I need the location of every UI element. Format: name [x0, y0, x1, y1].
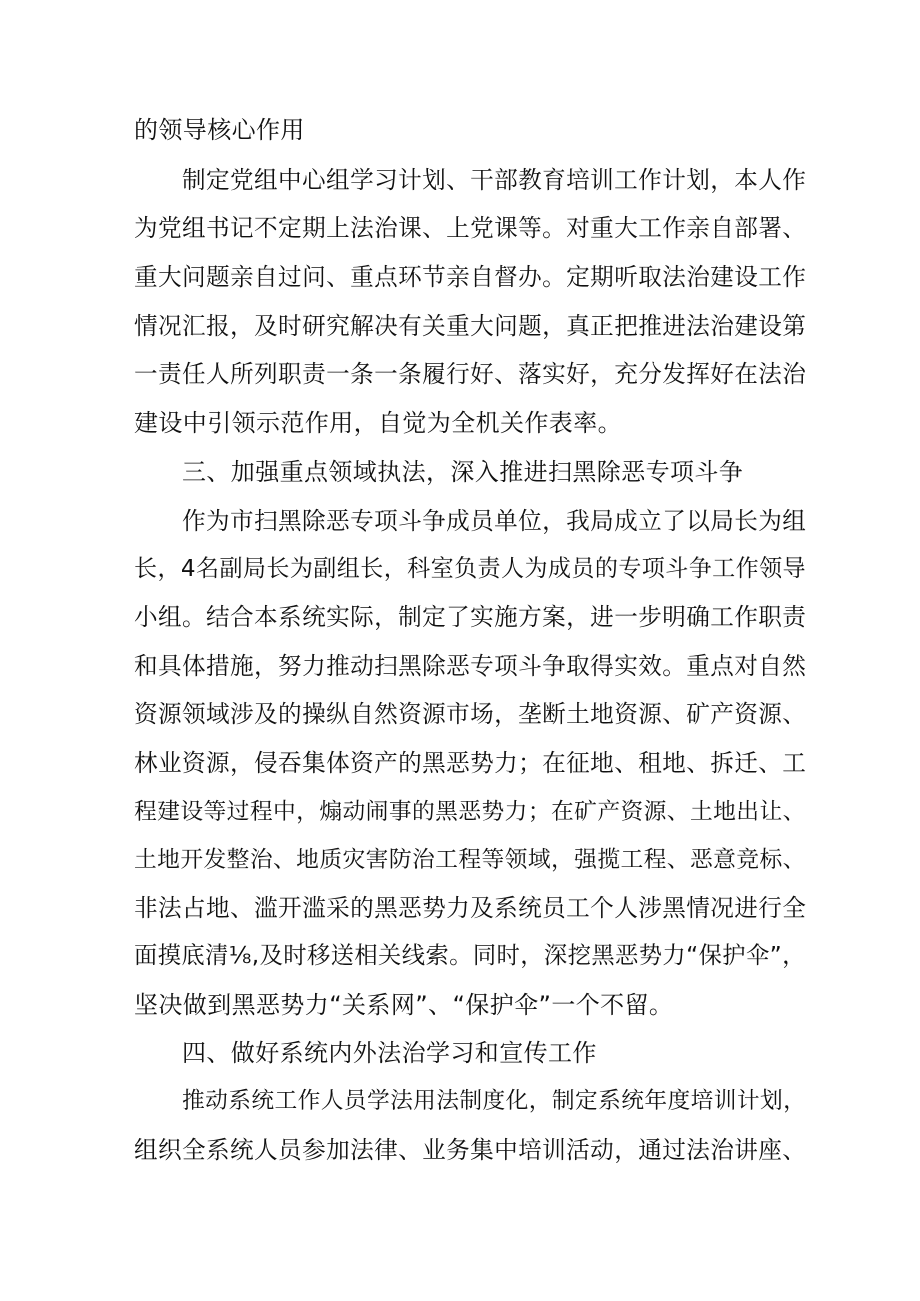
text-line: 为党组书记不定期上法治课、上党课等。对重大工作亲自部署、 — [134, 214, 807, 242]
text-line: 组织全系统人员参加法律、业务集中培训活动，通过法治讲座、 — [134, 1136, 807, 1164]
text-line: 长，4名副局长为副组长，科室负责人为成员的专项斗争工作领导 — [134, 556, 807, 582]
text-line: 重大问题亲自过问、重点环节亲自督办。定期听取法治建设工作 — [134, 263, 807, 291]
paragraph-line: 作为市扫黑除恶专项斗争成员单位，我局成立了以局长为组 — [182, 507, 807, 535]
text-line: 和具体措施，努力推动扫黑除恶专项斗争取得实效。重点对自然 — [134, 652, 807, 680]
paragraph-line: 制定党组中心组学习计划、干部教育培训工作计划，本人作 — [182, 166, 807, 194]
text-line: 资源领域涉及的操纵自然资源市场，垄断土地资源、矿产资源、 — [134, 700, 807, 728]
text-line: 程建设等过程中，煽动闹事的黑恶势力；在矿产资源、土地出让、 — [134, 799, 806, 825]
text-line: 小组。结合本系统实际，制定了实施方案，进一步明确工作职责 — [134, 603, 807, 631]
text-line: 非法占地、滥开滥采的黑恶势力及系统员工个人涉黑情况进行全 — [134, 894, 807, 922]
text-line: 面摸底清⅛,及时移送相关线索。同时，深挖黑恶势力“保护伞”， — [134, 942, 806, 969]
text-line: 土地开发整治、地质灾害防治工程等领域，强揽工程、恶意竞标、 — [134, 847, 806, 873]
text-line: 一责任人所列职责一条一条履行好、落实好，充分发挥好在法治 — [134, 360, 807, 388]
text-line: 的领导核心作用 — [134, 116, 305, 144]
text-line: 情况汇报，及时研究解决有关重大问题，真正把推进法治建设第 — [134, 312, 807, 340]
section-heading: 四、做好系统内外法治学习和宣传工作 — [182, 1039, 597, 1067]
section-heading: 三、加强重点领域执法，深入推进扫黑除恶专项斗争 — [182, 458, 744, 486]
paragraph-line: 推动系统工作人员学法用法制度化，制定系统年度培训计划， — [182, 1088, 807, 1114]
text-line: 建设中引领示范作用，自觉为全机关作表率。 — [134, 409, 622, 437]
text-line: 坚决做到黑恶势力“关系网”、“保护伞”一个不留。 — [134, 991, 674, 1019]
text-line: 林业资源，侵吞集体资产的黑恶势力；在征地、租地、拆迁、工 — [134, 749, 807, 777]
